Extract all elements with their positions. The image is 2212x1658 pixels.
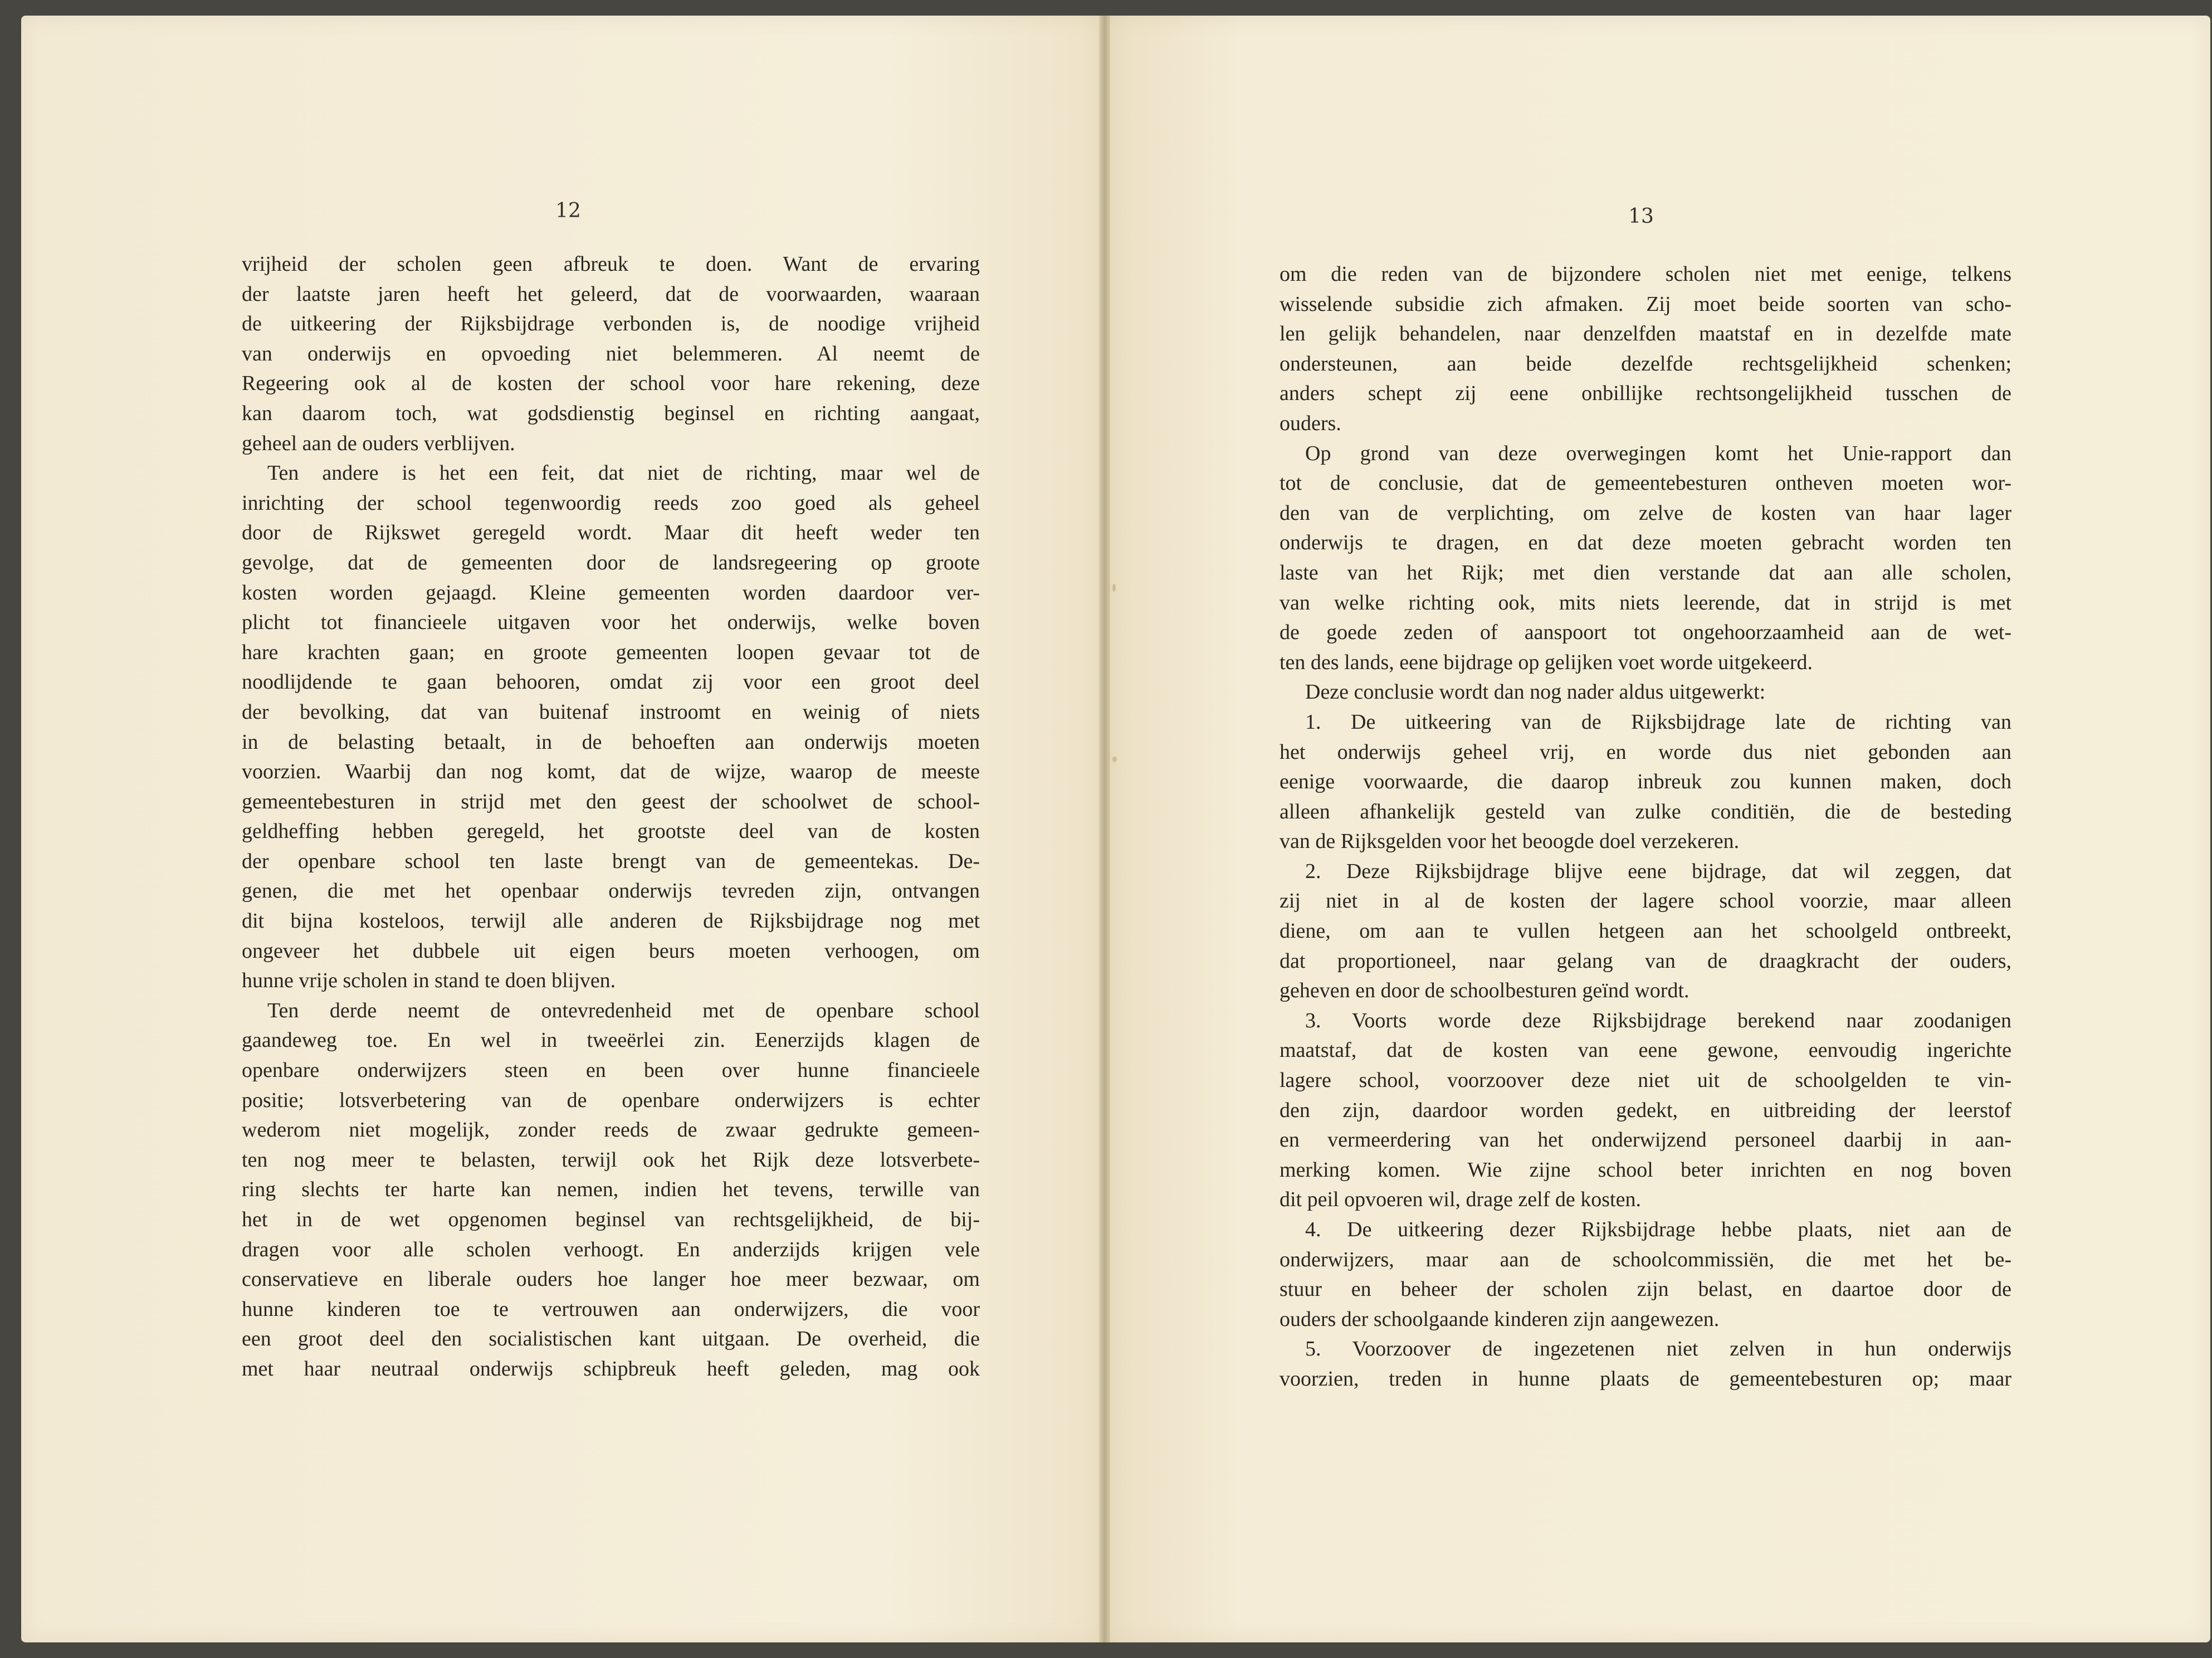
text-line: zij niet in al de kosten der lagere school voorzie, maar alleen [1280, 889, 2011, 913]
text-line: om die reden van de bijzondere scholen niet met eenige, telkens [1280, 262, 2011, 286]
text-line: maatstaf, dat de kosten van eene gewone, eenvoudig ingerichte [1280, 1038, 2011, 1062]
text-line: dit peil opvoeren wil, drage zelf de kosten. [1280, 1188, 1641, 1212]
text-line: een groot deel den socialistischen kant uitgaan. De overheid, die [242, 1327, 980, 1351]
text-line: van onderwijs en opvoeding niet belemmeren. Al neemt de [242, 342, 980, 365]
text-line: vrijheid der scholen geen afbreuk te doen. Want de ervaring [242, 252, 980, 276]
text-line: Deze conclusie wordt dan nog nader aldus uitgewerkt: [1305, 680, 1766, 704]
text-line: geheven en door de schoolbesturen geïnd wordt. [1280, 979, 1689, 1003]
page-number-left: 12 [555, 199, 581, 222]
text-line: kosten worden gejaagd. Kleine gemeenten worden daardoor ver- [242, 581, 980, 604]
text-line: openbare onderwijzers steen en been over hunne financieele [242, 1059, 980, 1082]
text-line: den van de verplichting, om zelve de kosten van haar lager [1280, 501, 2011, 525]
text-line: hunne kinderen toe te vertrouwen aan onderwijzers, die voor [242, 1297, 980, 1321]
text-line: ouders der schoolgaande kinderen zijn aangewezen. [1280, 1307, 1720, 1331]
text-line: 4. De uitkeering dezer Rijksbijdrage hebbe plaats, niet aan de [1305, 1218, 2011, 1241]
text-line: gaandeweg toe. En wel in tweeërlei zin. Eenerzijds klagen de [242, 1028, 980, 1052]
text-line: gevolge, dat de gemeenten door de landsregeering op groote [242, 550, 980, 574]
text-line: voorzien, treden in hunne plaats de gemeentebesturen op; maar [1280, 1367, 2011, 1391]
text-line: 2. Deze Rijksbijdrage blijve eene bijdrage, dat wil zeggen, dat [1305, 859, 2011, 883]
text-line: Regeering ook al de kosten der school voor hare rekening, deze [242, 372, 980, 396]
text-line: 3. Voorts worde deze Rijksbijdrage berekend naar zoodanigen [1305, 1008, 2011, 1032]
text-line: laste van het Rijk; met dien verstande dat aan alle scholen, [1280, 560, 2011, 584]
text-line: 5. Voorzoover de ingezetenen niet zelven in hun onderwijs [1305, 1337, 2011, 1361]
text-line: het in de wet opgenomen beginsel van rechtsgelijkheid, de bij- [242, 1208, 980, 1231]
text-line: conservatieve en liberale ouders hoe langer hoe meer bezwaar, om [242, 1267, 980, 1291]
text-line: door de Rijkswet geregeld wordt. Maar dit heeft weder ten [242, 521, 980, 545]
right-page-text [1280, 260, 2011, 1394]
left-page-text [242, 250, 980, 1384]
text-line: Op grond van deze overwegingen komt het Unie-rapport dan [1305, 441, 2011, 465]
text-line: eenige voorwaarde, die daarop inbreuk zou kunnen maken, doch [1280, 770, 2011, 794]
text-line: positie; lotsverbetering van de openbare onderwijzers is echter [242, 1088, 980, 1112]
book-spread [21, 16, 2210, 1642]
text-line: noodlijdende te gaan behooren, omdat zij voor een groot deel [242, 670, 980, 694]
text-line: hare krachten gaan; en groote gemeenten loopen gevaar tot de [242, 640, 980, 664]
text-line: van welke richting ook, mits niets leerende, dat in strijd is met [1280, 591, 2011, 615]
paper-mark [1112, 584, 1116, 592]
text-line: anders schept zij eene onbillijke rechtsongelijkheid tusschen de [1280, 382, 2011, 406]
text-line: Ten derde neemt de ontevredenheid met de openbare school [267, 998, 980, 1022]
text-line: voorzien. Waarbij dan nog komt, dat de wijze, waarop de meeste [242, 760, 980, 784]
text-line: inrichting der school tegenwoordig reeds zoo goed als geheel [242, 491, 980, 515]
text-line: ouders. [1280, 411, 1341, 435]
text-line: in de belasting betaalt, in de behoeften aan onderwijs moeten [242, 730, 980, 754]
text-line: dragen voor alle scholen verhoogt. En anderzijds krijgen vele [242, 1237, 980, 1261]
text-line: lagere school, voorzoover deze niet uit de schoolgelden te vin- [1280, 1069, 2011, 1093]
text-line: Ten andere is het een feit, dat niet de richting, maar wel de [267, 461, 980, 485]
text-line: len gelijk behandelen, naar denzelfden maatstaf en in dezelfde mate [1280, 322, 2011, 346]
text-line: ten nog meer te belasten, terwijl ook het Rijk deze lotsverbete- [242, 1148, 980, 1172]
paper-mark [1112, 757, 1117, 762]
text-line: der bevolking, dat van buitenaf instroomt en weinig of niets [242, 700, 980, 724]
text-line: ten des lands, eene bijdrage op gelijken voet worde uitgekeerd. [1280, 650, 1813, 674]
page-number-right: 13 [1628, 205, 1654, 228]
book-gutter [1099, 16, 1110, 1642]
text-line: alleen afhankelijk gesteld van zulke conditiën, die de besteding [1280, 799, 2011, 823]
text-line: kan daarom toch, wat godsdienstig beginsel en richting aangaat, [242, 401, 980, 425]
text-line: tot de conclusie, dat de gemeentebesturen ontheven moeten wor- [1280, 471, 2011, 495]
text-line: den zijn, daardoor worden gedekt, en uitbreiding der leerstof [1280, 1098, 2011, 1122]
text-line: ongeveer het dubbele uit eigen beurs moeten verhoogen, om [242, 939, 980, 963]
text-line: van de Rijksgelden voor het beoogde doel verzekeren. [1280, 830, 1740, 854]
text-line: gemeentebesturen in strijd met den geest der schoolwet de school- [242, 789, 980, 813]
text-line: en vermeerdering van het onderwijzend personeel daarbij in aan- [1280, 1128, 2011, 1152]
text-line: hunne vrije scholen in stand te doen blijven. [242, 969, 616, 993]
text-line: plicht tot financieele uitgaven voor het onderwijs, welke boven [242, 611, 980, 635]
text-line: de goede zeden of aanspoort tot ongehoorzaamheid aan de wet- [1280, 621, 2011, 645]
text-line: stuur en beheer der scholen zijn belast, en daartoe door de [1280, 1277, 2011, 1301]
text-line: met haar neutraal onderwijs schipbreuk heeft geleden, mag ook [242, 1357, 980, 1381]
text-line: geheel aan de ouders verblijven. [242, 431, 515, 455]
text-line: de uitkeering der Rijksbijdrage verbonden is, de noodige vrijheid [242, 312, 980, 336]
text-line: 1. De uitkeering van de Rijksbijdrage late de richting van [1305, 710, 2011, 734]
right-page [1110, 16, 2210, 1642]
text-line: ring slechts ter harte kan nemen, indien het tevens, terwille van [242, 1178, 980, 1202]
text-line: dit bijna kosteloos, terwijl alle anderen de Rijksbijdrage nog met [242, 909, 980, 933]
text-line: onderwijs te dragen, en dat deze moeten gebracht worden ten [1280, 531, 2011, 555]
text-line: het onderwijs geheel vrij, en worde dus niet gebonden aan [1280, 740, 2011, 764]
text-line: wisselende subsidie zich afmaken. Zij moet beide soorten van scho- [1280, 292, 2011, 316]
text-line: dat proportioneel, naar gelang van de draagkracht der ouders, [1280, 949, 2011, 973]
text-line: onderwijzers, maar aan de schoolcommissiën, die met het be- [1280, 1247, 2011, 1271]
text-line: geldheffing hebben geregeld, het grootste deel van de kosten [242, 820, 980, 843]
text-line: merking komen. Wie zijne school beter inrichten en nog boven [1280, 1158, 2011, 1182]
text-line: der openbare school ten laste brengt van de gemeentekas. De- [242, 849, 980, 873]
text-line: der laatste jaren heeft het geleerd, dat de voorwaarden, waaraan [242, 282, 980, 306]
text-line: genen, die met het openbaar onderwijs tevreden zijn, ontvangen [242, 879, 980, 903]
text-line: diene, om aan te vullen hetgeen aan het schoolgeld ontbreekt, [1280, 919, 2011, 943]
text-line: wederom niet mogelijk, zonder reeds de zwaar gedrukte gemeen- [242, 1118, 980, 1142]
text-line: ondersteunen, aan beide dezelfde rechtsgelijkheid schenken; [1280, 352, 2011, 376]
left-page [21, 16, 1099, 1642]
